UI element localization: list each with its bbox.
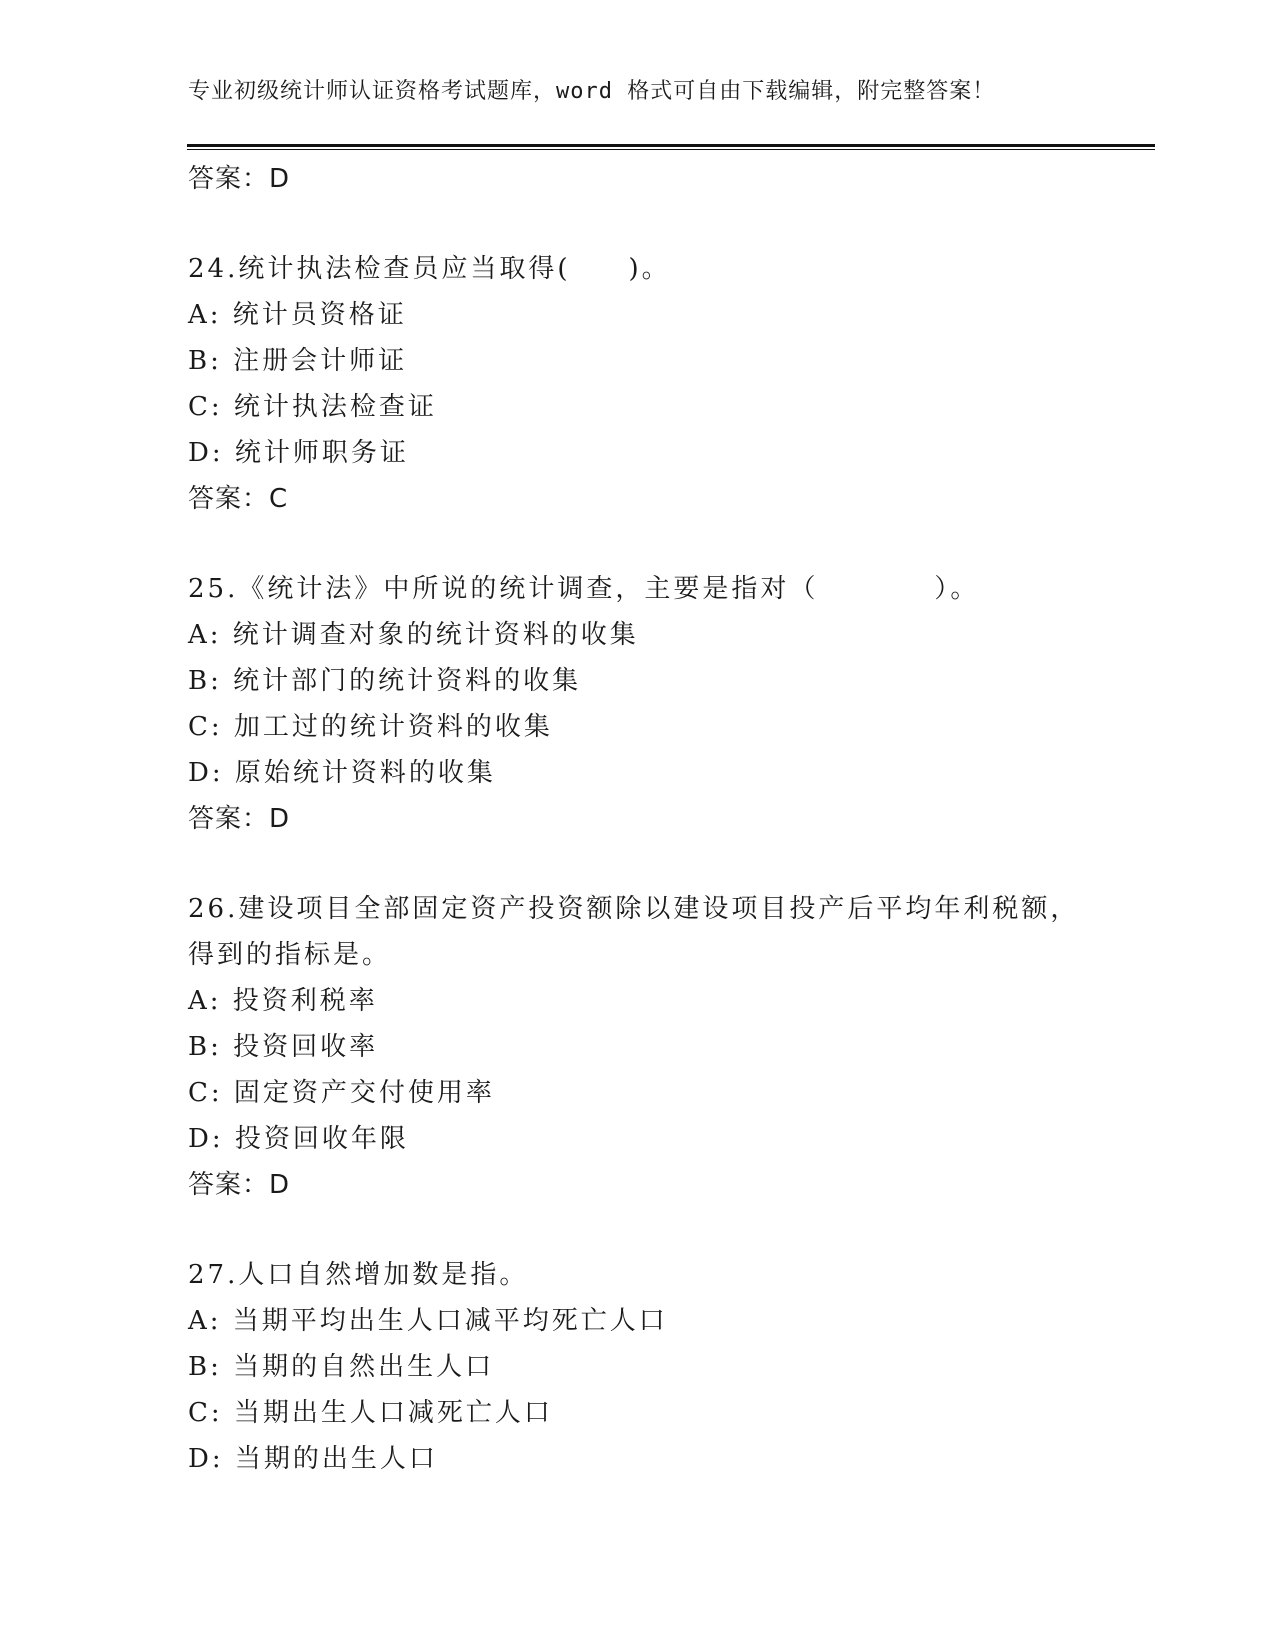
spacer <box>188 202 1088 246</box>
option-d: D: 投资回收年限 <box>188 1124 409 1154</box>
option-a: A: 统计员资格证 <box>188 300 407 330</box>
page-header: 专业初级统计师认证资格考试题库，word 格式可自由下载编辑，附完整答案！ <box>188 79 996 104</box>
option-b: B: 注册会计师证 <box>188 346 408 376</box>
option-c: C: 统计执法检查证 <box>188 392 437 422</box>
question-24 <box>188 246 1088 522</box>
answer-line: 答案：D <box>188 804 291 834</box>
spacer <box>188 522 1088 566</box>
spacer <box>188 842 1088 886</box>
question-stem-continued: 得到的指标是。 <box>188 940 392 970</box>
question-stem: 25.《统计法》中所说的统计调查，主要是指对（ ）。 <box>188 574 980 604</box>
question-stem: 26.建设项目全部固定资产投资额除以建设项目投产后平均年利税额， <box>188 894 1080 924</box>
option-d: D: 当期的出生人口 <box>188 1444 438 1474</box>
option-a: A: 统计调查对象的统计资料的收集 <box>188 620 639 650</box>
option-a: A: 当期平均出生人口减平均死亡人口 <box>188 1306 668 1336</box>
option-d: D: 原始统计资料的收集 <box>188 758 496 788</box>
question-27 <box>188 1252 1088 1482</box>
option-a: A: 投资利税率 <box>188 986 378 1016</box>
option-c: C: 固定资产交付使用率 <box>188 1078 495 1108</box>
question-25 <box>188 566 1088 842</box>
question-stem: 27.人口自然增加数是指。 <box>188 1260 529 1290</box>
question-list <box>188 156 1088 1482</box>
answer-line: 答案：D <box>188 1170 291 1200</box>
header-rule-thin <box>187 149 1155 150</box>
option-c: C: 加工过的统计资料的收集 <box>188 712 553 742</box>
option-b: B: 当期的自然出生人口 <box>188 1352 495 1382</box>
spacer <box>188 1208 1088 1252</box>
option-d: D: 统计师职务证 <box>188 438 409 468</box>
option-b: B: 统计部门的统计资料的收集 <box>188 666 582 696</box>
option-c: C: 当期出生人口减死亡人口 <box>188 1398 553 1428</box>
option-b: B: 投资回收率 <box>188 1032 379 1062</box>
header-rule-thick <box>187 144 1155 147</box>
question-26 <box>188 886 1088 1208</box>
answer-line: 答案：C <box>188 484 289 514</box>
question-stem: 24.统计执法检查员应当取得( )。 <box>188 254 671 284</box>
answer-line: 答案：D <box>188 164 291 194</box>
